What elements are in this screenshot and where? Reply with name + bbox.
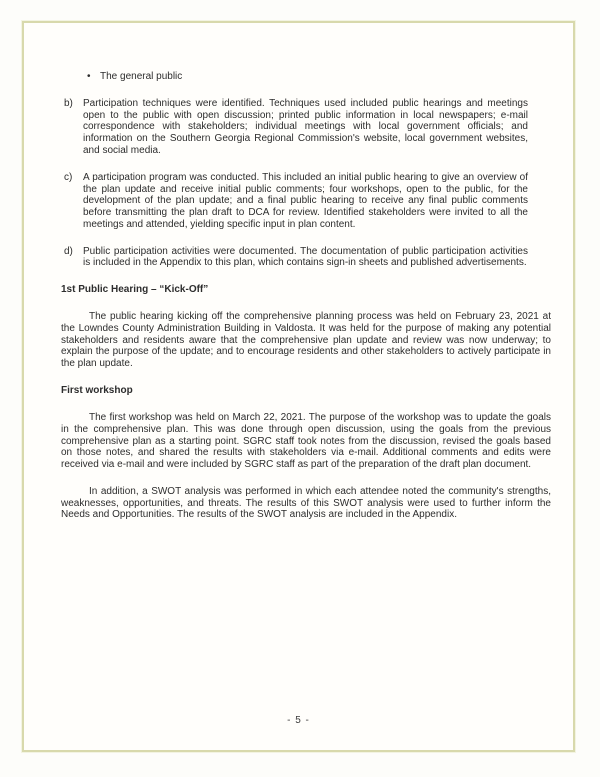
list-text-c: A participation program was conducted. This included an initial public hearing to give an overview of the plan update and receive initial public comments; four workshops, open to the public, for the development of the plan update; and a final public hearing to receive any final public comments before transmitting the plan draft to DCA for review. Identified stakeholders were invited to all the meetings and attended, yielding specific input in plan content. bbox=[83, 171, 528, 230]
swot-paragraph: In addition, a SWOT analysis was performed in which each attendee noted the community's strengths, weaknesses, opportunities, and threats. The results of this SWOT analysis were used to further inform the Needs and Opportunities. The results of the SWOT analysis are included in the Appendix. bbox=[61, 485, 551, 521]
list-label-c: c) bbox=[64, 171, 73, 183]
list-text-d: Public participation activities were documented. The documentation of public participation activities is included in the Appendix to this plan, which contains sign-in sheets and published advertisements. bbox=[83, 245, 528, 269]
bullet-icon: • bbox=[87, 71, 91, 82]
kickoff-heading: 1st Public Hearing – “Kick-Off” bbox=[61, 284, 209, 296]
kickoff-paragraph: The public hearing kicking off the comprehensive planning process was held on February 23, 2021 at the Lowndes County Administration Building in Valdosta. It was held for the purpose of making any potential stakeholders and residents aware that the comprehensive plan update and review was now underway; to explain the purpose of the update; and to encourage residents and other stakeholders to actively participate in the plan update. bbox=[61, 311, 551, 370]
lettered-list-item-d bbox=[64, 246, 528, 269]
first-workshop-heading: First workshop bbox=[61, 385, 133, 397]
document-page bbox=[22, 21, 575, 752]
document-body bbox=[61, 71, 551, 536]
list-label-b: b) bbox=[64, 98, 73, 109]
lettered-list-item-b bbox=[64, 98, 528, 157]
page-number: - 5 - bbox=[287, 715, 310, 726]
lettered-list-item-c bbox=[64, 172, 528, 231]
bullet-list-item bbox=[87, 71, 528, 83]
list-label-d: d) bbox=[64, 245, 73, 257]
first-workshop-paragraph: The first workshop was held on March 22, 2021. The purpose of the workshop was to update the goals in the comprehensive plan. This was done through open discussion, using the goals from the previous comprehensive plan as a starting point. SGRC staff took notes from the discussion, revised the goals based on those notes, and shared the results with stakeholders via e-mail. Additional comments and edits were received via e-mail and were included by SGRC staff as part of the preparation of the draft plan document. bbox=[61, 412, 551, 470]
list-text-b: Participation techniques were identified. Techniques used included public hearings and meetings open to the public with open discussion; printed public information in local newspapers; e-mail correspondence with stakeholders; individual meetings with local government officials; and information on the Southern Georgia Regional Commission's website, local government websites, and social media. bbox=[83, 98, 528, 156]
bullet-item-text: The general public bbox=[100, 71, 183, 82]
